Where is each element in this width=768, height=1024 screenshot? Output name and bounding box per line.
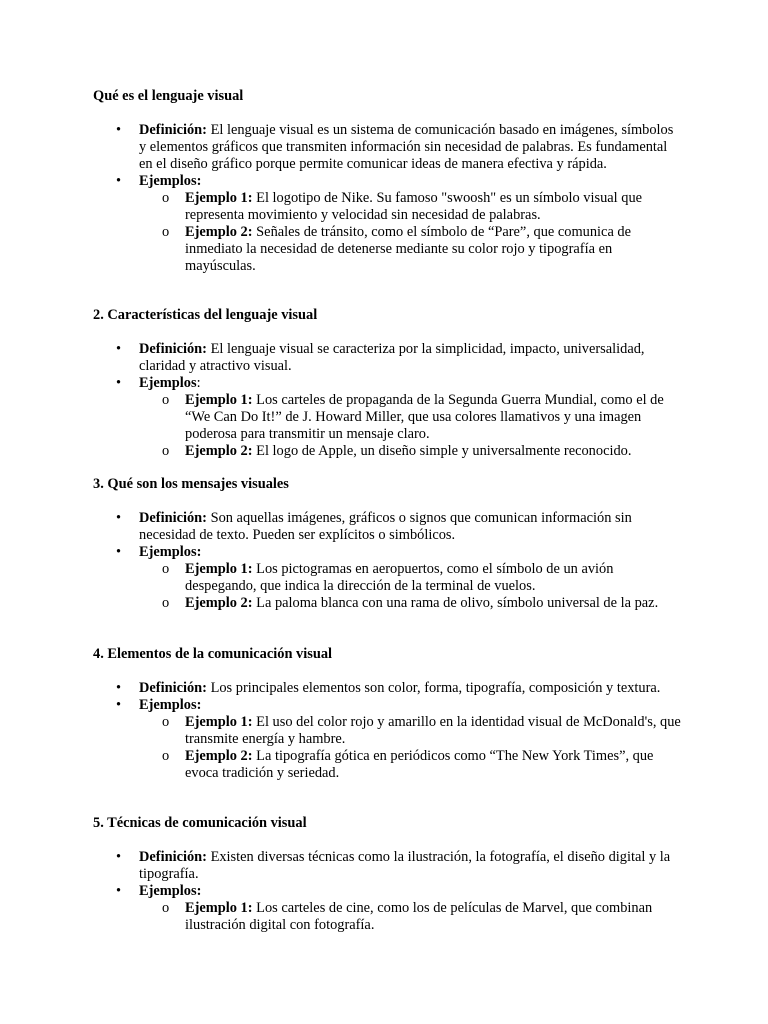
examples-label: Ejemplos: — [139, 544, 202, 560]
example-item — [139, 190, 683, 224]
definition-item — [93, 510, 683, 544]
examples-list — [139, 190, 683, 275]
definition-item — [93, 122, 683, 173]
example-item — [139, 714, 683, 748]
examples-label: Ejemplos: — [139, 173, 202, 189]
definition-text: El lenguaje visual se caracteriza por la simplicidad, impacto, universalidad, claridad y atractivo visual. — [139, 341, 645, 374]
bullet-icon: • — [116, 341, 122, 357]
examples-item — [93, 544, 683, 612]
examples-item — [93, 883, 683, 934]
section-heading: 3. Qué son los mensajes visuales — [93, 476, 289, 492]
definition-label: Definición: — [139, 849, 207, 865]
section-5 — [93, 815, 683, 934]
example-text: Los carteles de propaganda de la Segunda Guerra Mundial, como el de “We Can Do It!” de J. Howard Miller, que usa colores llamativos y una imagen poderosa para transmitir un mensaje claro. — [185, 392, 664, 442]
examples-list — [139, 714, 683, 782]
section-4 — [93, 646, 683, 782]
definition-text: Existen diversas técnicas como la ilustración, la fotografía, el diseño digital y la tipografía. — [139, 849, 671, 882]
bullet-icon: • — [116, 122, 122, 138]
definition-text: Son aquellas imágenes, gráficos o signos que comunican información sin necesidad de texto. Pueden ser explícitos o simbólicos. — [139, 510, 632, 543]
bullet-list — [93, 122, 683, 275]
sub-bullet-icon: o — [162, 748, 170, 764]
example-label: Ejemplo 2: — [185, 595, 253, 611]
sub-bullet-icon: o — [162, 900, 170, 916]
examples-colon: : — [196, 375, 201, 391]
example-text: La tipografía gótica en periódicos como “The New York Times”, que evoca tradición y seriedad. — [185, 748, 654, 781]
definition-item — [93, 680, 683, 697]
examples-list — [139, 561, 683, 612]
example-text: El logotipo de Nike. Su famoso "swoosh" es un símbolo visual que representa movimiento y velocidad sin necesidad de palabras. — [185, 190, 643, 223]
sub-bullet-icon: o — [162, 443, 170, 459]
examples-item — [93, 173, 683, 275]
example-item — [139, 443, 683, 460]
bullet-icon: • — [116, 883, 122, 899]
example-label: Ejemplo 2: — [185, 224, 253, 240]
definition-text: El lenguaje visual es un sistema de comunicación basado en imágenes, símbolos y elementos gráficos que transmiten información sin necesidad de palabras. Es fundamental en el diseño gráfico porque permite comunicar ideas de manera efectiva y rápida. — [139, 122, 674, 172]
example-item — [139, 392, 683, 443]
bullet-icon: • — [116, 849, 122, 865]
sub-bullet-icon: o — [162, 224, 170, 240]
examples-item — [93, 697, 683, 782]
example-item — [139, 748, 683, 782]
section-2 — [93, 307, 683, 460]
section-3 — [93, 476, 683, 612]
sub-bullet-icon: o — [162, 392, 170, 408]
examples-label: Ejemplos: — [139, 697, 202, 713]
bullet-list — [93, 849, 683, 934]
example-label: Ejemplo 2: — [185, 748, 253, 764]
example-label: Ejemplo 1: — [185, 900, 253, 916]
sub-bullet-icon: o — [162, 714, 170, 730]
definition-label: Definición: — [139, 122, 207, 138]
examples-item — [93, 375, 683, 460]
sub-bullet-icon: o — [162, 190, 170, 206]
example-item — [139, 561, 683, 595]
definition-item — [93, 849, 683, 883]
example-text: Los pictogramas en aeropuertos, como el símbolo de un avión despegando, que indica la dirección de la terminal de vuelos. — [185, 561, 614, 594]
bullet-icon: • — [116, 173, 122, 189]
example-item — [139, 900, 683, 934]
bullet-list — [93, 341, 683, 460]
section-1 — [93, 88, 683, 275]
example-text: La paloma blanca con una rama de olivo, símbolo universal de la paz. — [256, 595, 659, 611]
sub-bullet-icon: o — [162, 595, 170, 611]
section-heading: 2. Características del lenguaje visual — [93, 307, 318, 323]
example-item — [139, 224, 683, 275]
section-heading: 5. Técnicas de comunicación visual — [93, 815, 307, 831]
example-text: El uso del color rojo y amarillo en la identidad visual de McDonald's, que transmite energía y hambre. — [185, 714, 681, 747]
examples-label: Ejemplos — [139, 375, 197, 391]
section-heading: 4. Elementos de la comunicación visual — [93, 646, 333, 662]
bullet-list — [93, 680, 683, 782]
example-label: Ejemplo 1: — [185, 714, 253, 730]
definition-label: Definición: — [139, 510, 207, 526]
example-text: El logo de Apple, un diseño simple y universalmente reconocido. — [256, 443, 632, 459]
examples-list — [139, 392, 683, 460]
definition-label: Definición: — [139, 341, 207, 357]
section-heading: Qué es el lenguaje visual — [93, 88, 244, 104]
example-item — [139, 595, 683, 612]
example-text: Los carteles de cine, como los de películas de Marvel, que combinan ilustración digital con fotografía. — [185, 900, 653, 933]
definition-text: Los principales elementos son color, forma, tipografía, composición y textura. — [210, 680, 661, 696]
definition-item — [93, 341, 683, 375]
bullet-icon: • — [116, 510, 122, 526]
example-label: Ejemplo 1: — [185, 561, 253, 577]
example-label: Ejemplo 1: — [185, 392, 253, 408]
bullet-icon: • — [116, 680, 122, 696]
example-text: Señales de tránsito, como el símbolo de “Pare”, que comunica de inmediato la necesidad de detenerse mediante su color rojo y tipografía en mayúsculas. — [185, 224, 632, 274]
bullet-icon: • — [116, 375, 122, 391]
bullet-icon: • — [116, 697, 122, 713]
bullet-icon: • — [116, 544, 122, 560]
example-label: Ejemplo 1: — [185, 190, 253, 206]
examples-list — [139, 900, 683, 934]
examples-label: Ejemplos: — [139, 883, 202, 899]
sub-bullet-icon: o — [162, 561, 170, 577]
example-label: Ejemplo 2: — [185, 443, 253, 459]
definition-label: Definición: — [139, 680, 207, 696]
bullet-list — [93, 510, 683, 612]
